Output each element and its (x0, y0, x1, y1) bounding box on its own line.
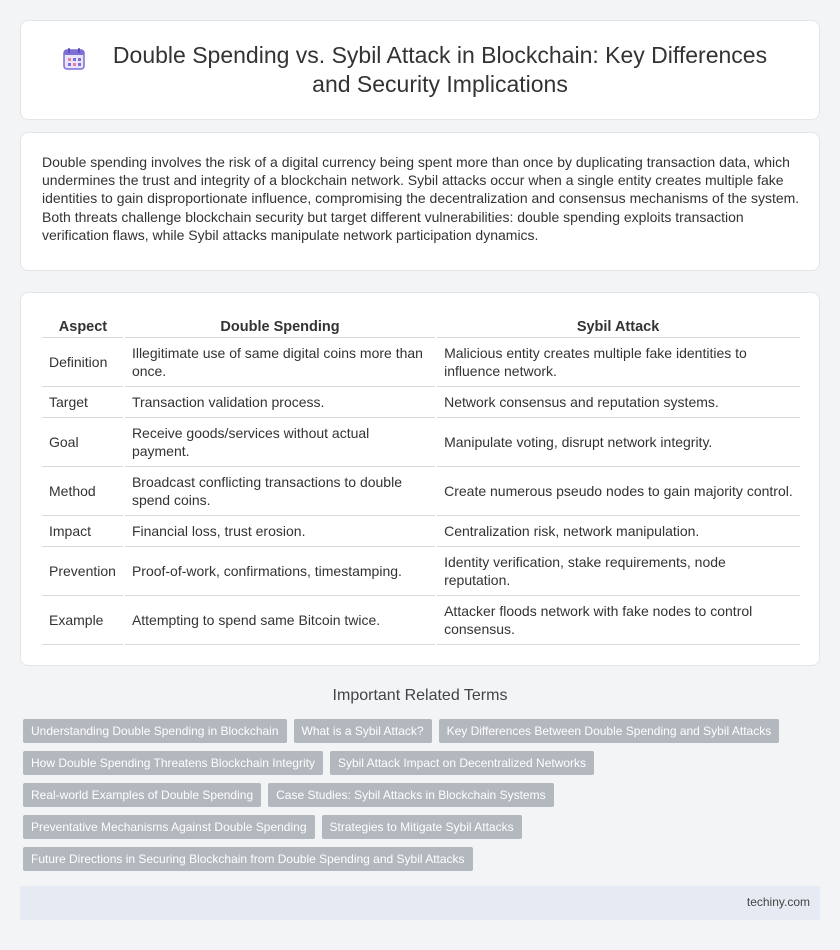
double-spending-cell: Attempting to spend same Bitcoin twice. (124, 595, 436, 644)
header-sybil-attack: Sybil Attack (436, 315, 800, 337)
double-spending-cell: Broadcast conflicting transactions to double spend coins. (124, 466, 436, 515)
footer (20, 886, 820, 920)
aspect-cell: Method (42, 466, 124, 515)
intro-paragraph: Double spending involves the risk of a digital currency being spent more than once by duplicating transaction data, which undermines the trust and integrity of a blockchain network. Sybil attacks occur when a single entity creates multiple fake identities to gain disproportionate influence, compromising the decentralization and consensus mechanisms of the system. Both threats challenge blockchain security but target different vulnerabilities: double spending exploits transaction verification flaws, while Sybil attacks manipulate network participation dynamics. (42, 154, 800, 243)
aspect-cell: Prevention (42, 546, 124, 595)
sybil-attack-cell: Malicious entity creates multiple fake identities to influence network. (436, 337, 800, 386)
related-term-tag[interactable]: Future Directions in Securing Blockchain from Double Spending and Sybil Attacks (23, 847, 473, 871)
header-double-spending: Double Spending (124, 315, 436, 337)
aspect-cell: Target (42, 386, 124, 417)
aspect-cell: Impact (42, 515, 124, 546)
aspect-cell: Example (42, 595, 124, 644)
related-terms-heading: Important Related Terms (332, 687, 508, 704)
sybil-attack-cell: Centralization risk, network manipulation. (436, 515, 800, 546)
page-title: Double Spending vs. Sybil Attack in Blockchain: Key Differences and Security Implications (112, 42, 768, 97)
double-spending-cell: Proof-of-work, confirmations, timestamping. (124, 546, 436, 595)
intro-card (20, 132, 820, 271)
table-row (42, 417, 800, 466)
related-term-tag[interactable]: Strategies to Mitigate Sybil Attacks (322, 815, 522, 839)
table-row (42, 546, 800, 595)
related-term-tag[interactable]: How Double Spending Threatens Blockchain Integrity (23, 751, 323, 775)
comparison-card (20, 292, 820, 666)
sybil-attack-cell: Network consensus and reputation systems. (436, 386, 800, 417)
related-term-tag[interactable]: Understanding Double Spending in Blockchain (23, 719, 287, 743)
header-card (20, 20, 820, 120)
aspect-cell: Definition (42, 337, 124, 386)
related-term-tag[interactable]: What is a Sybil Attack? (294, 719, 432, 743)
table-row (42, 466, 800, 515)
table-header-row (42, 315, 800, 337)
related-term-tag[interactable]: Case Studies: Sybil Attacks in Blockchain Systems (268, 783, 553, 807)
comparison-table (42, 315, 800, 645)
related-term-tag[interactable]: Real-world Examples of Double Spending (23, 783, 261, 807)
aspect-cell: Goal (42, 417, 124, 466)
sybil-attack-cell: Identity verification, stake requirements, node reputation. (436, 546, 800, 595)
related-terms-list (23, 719, 813, 879)
sybil-attack-cell: Attacker floods network with fake nodes to control consensus. (436, 595, 800, 644)
footer-brand-link[interactable]: techiny.com (746, 895, 810, 909)
double-spending-cell: Financial loss, trust erosion. (124, 515, 436, 546)
sybil-attack-cell: Create numerous pseudo nodes to gain majority control. (436, 466, 800, 515)
double-spending-cell: Illegitimate use of same digital coins more than once. (124, 337, 436, 386)
related-term-tag[interactable]: Key Differences Between Double Spending and Sybil Attacks (439, 719, 780, 743)
table-row (42, 337, 800, 386)
related-term-tag[interactable]: Preventative Mechanisms Against Double Spending (23, 815, 315, 839)
header-aspect: Aspect (42, 315, 124, 337)
double-spending-cell: Receive goods/services without actual payment. (124, 417, 436, 466)
sybil-attack-cell: Manipulate voting, disrupt network integrity. (436, 417, 800, 466)
related-term-tag[interactable]: Sybil Attack Impact on Decentralized Networks (330, 751, 594, 775)
table-row (42, 595, 800, 644)
double-spending-cell: Transaction validation process. (124, 386, 436, 417)
table-row (42, 386, 800, 417)
table-row (42, 515, 800, 546)
